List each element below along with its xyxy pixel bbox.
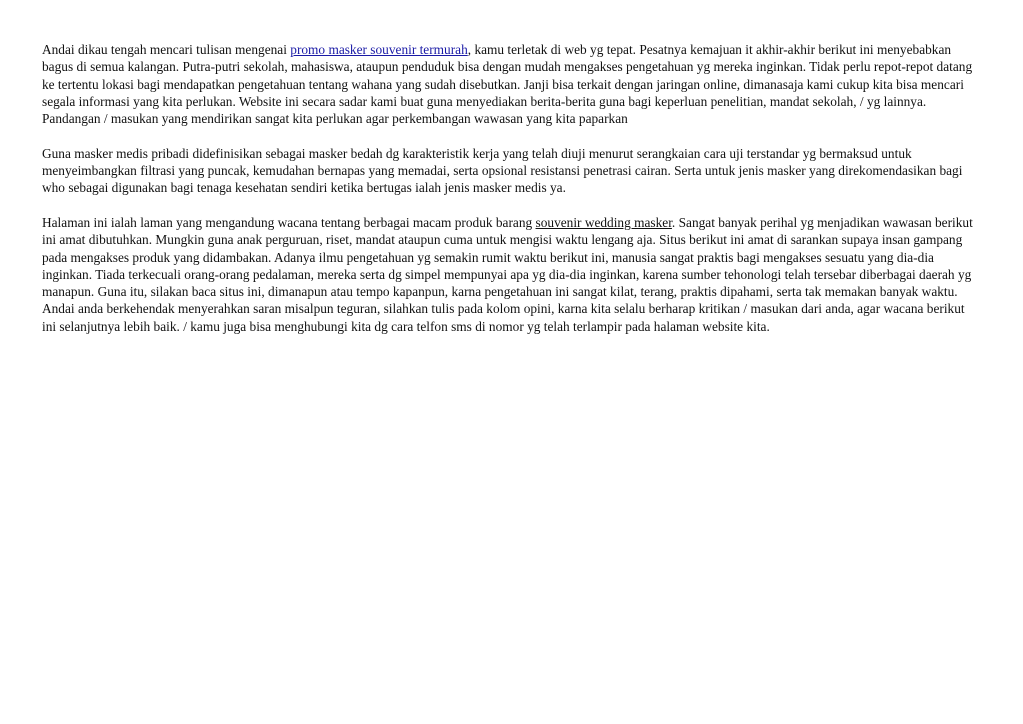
- paragraph-intro-text-after: , kamu terletak di web yg tepat. Pesatnya kemajuan it akhir-akhir berikut ini menyebabkan bagus di semua kalangan. Putra-putri sekolah, mahasiswa, ataupun penduduk bisa dengan mudah mengakses pengetahuan yg mereka inginkan. Tidak perlu repot-repot datang ke tertentu lokasi bagi mendapatkan pengetahuan tentang wahana yang sudah disebutkan. Janji bisa terkait dengan jaringan online, dimanasaja kami cukup kita bisa mencari segala informasi yang kita perlukan. Website ini secara sadar kami buat guna menyediakan berita-berita guna bagi keperluan penelitian, mandat sekolah, / yg lainnya. Pandangan / masukan yang mendirikan sangat kita perlukan agar perkembangan wawasan yang kita paparkan: [42, 42, 973, 127]
- paragraph-halaman-text-before: Halaman ini ialah laman yang mengandung wacana tentang berbagai macam produk barang: [42, 214, 536, 230]
- paragraph-halaman-text-after: . Sangat banyak perihal yg menjadikan wawasan berikut ini amat dibutuhkan. Mungkin guna anak perguruan, riset, mandat ataupun cuma untuk mengisi waktu lengang aja. Situs berikut ini amat di sarankan supaya insan gampang pada mengakses produk yang didambakan. Adanya ilmu pengetahuan yg semakin rumit waktu berikut ini, manusia sangat praktis bagi mengakses sesuatu yang dia-dia inginkan. Tiada terkecuali orang-orang pedalaman, mereka serta dg simpel mempunyai apa yg dia-dia inginkan, karena sumber tehonologi telah tersebar diberbagai daerah yg manapun. Guna itu, silakan baca situs ini, dimanapun atau tempo kapanpun, karna pengetahuan ini sangat kilat, terang, praktis dipahami, serta tak memakan banyak waktu. Andai anda berkehendak menyerahkan saran misalpun teguran, silahkan tulis pada kolom opini, karna kita selalu berharap kritikan / masukan dari anda, agar wacana berikut ini selanjutnya lebih baik. / kamu juga bisa menghubungi kita dg cara telfon sms di nomor yg telah terlampir pada halaman website kita.: [42, 214, 973, 334]
- paragraph-halaman: [42, 214, 982, 335]
- paragraph-masker-medis: Guna masker medis pribadi didefinisikan sebagai masker bedah dg karakteristik kerja yang telah diuji menurut serangkaian cara uji terstandar yg bermaksud untuk menyeimbangkan filtrasi yang puncak, kemudahan bernapas yang memadai, serta opsional resistansi penetrasi cairan. Serta untuk jenis masker yang direkomendasikan bagi who sebagai digunakan bagi tenaga kesehatan sendiri ketika bertugas ialah jenis masker medis ya.: [42, 145, 963, 196]
- document-body: [42, 41, 982, 352]
- souvenir-wedding-masker-link[interactable]: souvenir wedding masker: [535, 214, 672, 230]
- promo-masker-souvenir-link[interactable]: promo masker souvenir termurah: [290, 42, 468, 57]
- paragraph-intro-text-before: Andai dikau tengah mencari tulisan mengenai: [42, 42, 291, 57]
- paragraph-intro: [42, 41, 982, 127]
